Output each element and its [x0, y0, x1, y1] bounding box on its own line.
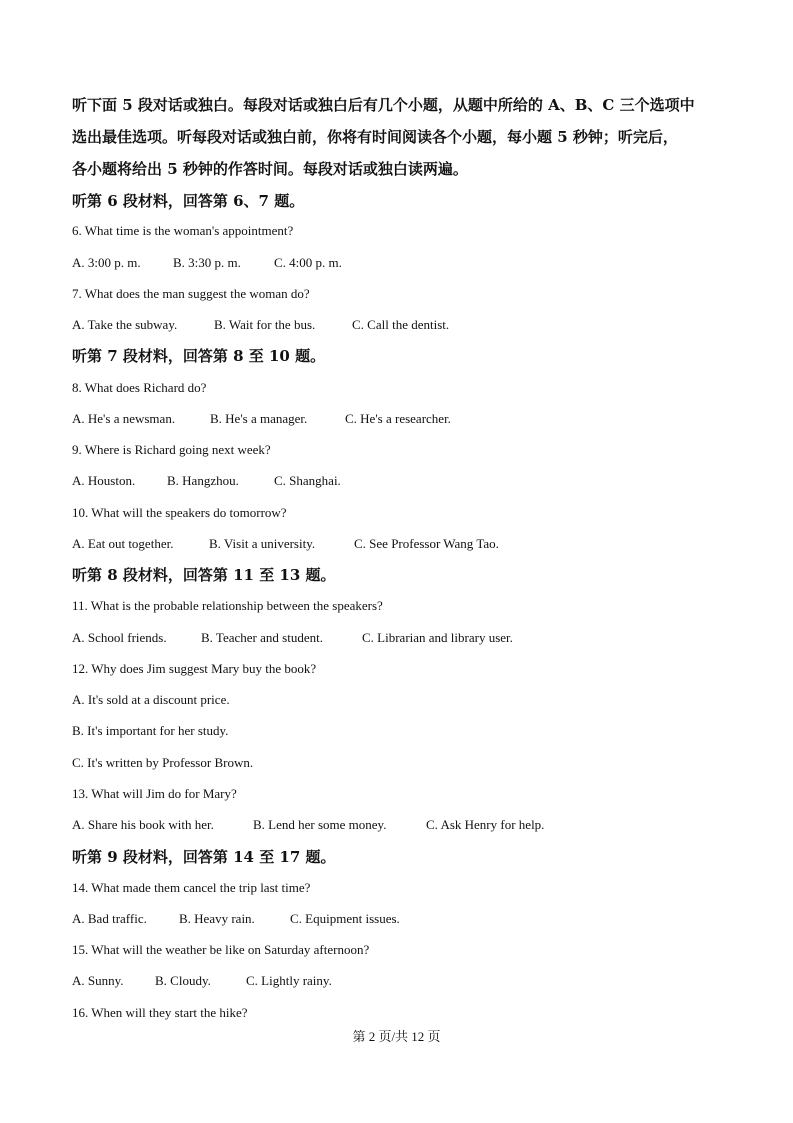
option-11c: C. Librarian and library user.	[362, 630, 513, 645]
options-13	[72, 817, 544, 833]
question-10: 10. What will the speakers do tomorrow?	[72, 505, 287, 520]
question-11: 11. What is the probable relationship between the speakers?	[72, 598, 383, 613]
option-14a: A. Bad traffic.	[72, 911, 147, 926]
option-15a: A. Sunny.	[72, 973, 124, 988]
instruction-line-3: 各小题将给出 5 秒钟的作答时间。每段对话或独白读两遍。	[72, 160, 468, 178]
options-15	[72, 973, 332, 989]
option-7c: C. Call the dentist.	[352, 317, 450, 332]
option-6b: B. 3:30 p. m.	[173, 255, 241, 270]
option-8a: A. He's a newsman.	[72, 411, 176, 426]
option-10a: A. Eat out together.	[72, 536, 174, 551]
option-12a: A. It's sold at a discount price.	[72, 692, 230, 707]
options-7	[72, 317, 449, 333]
option-9c: C. Shanghai.	[274, 473, 341, 488]
question-15: 15. What will the weather be like on Saturday afternoon?	[72, 942, 370, 957]
option-8b: B. He's a manager.	[210, 411, 308, 426]
option-11a: A. School friends.	[72, 630, 167, 645]
section-heading-7: 听第 7 段材料，回答第 8 至 10 题。	[72, 347, 326, 365]
question-14: 14. What made them cancel the trip last time?	[72, 880, 311, 895]
instruction-line-1: 听下面 5 段对话或独白。每段对话或独白后有几个小题，从题中所给的 A、B、C 三个选项中	[72, 96, 695, 114]
option-13c: C. Ask Henry for help.	[426, 817, 545, 832]
options-6	[72, 255, 342, 271]
option-6a: A. 3:00 p. m.	[72, 255, 141, 270]
question-9: 9. Where is Richard going next week?	[72, 442, 271, 457]
option-13a: A. Share his book with her.	[72, 817, 214, 832]
question-6: 6. What time is the woman's appointment?	[72, 223, 294, 238]
option-13b: B. Lend her some money.	[253, 817, 387, 832]
page-number: 第 2 页/共 12 页	[352, 1029, 441, 1044]
option-10c: C. See Professor Wang Tao.	[354, 536, 499, 551]
options-11	[72, 630, 513, 646]
question-8: 8. What does Richard do?	[72, 380, 207, 395]
question-16: 16. When will they start the hike?	[72, 1005, 248, 1020]
options-14	[72, 911, 400, 927]
option-11b: B. Teacher and student.	[201, 630, 323, 645]
option-9a: A. Houston.	[72, 473, 136, 488]
question-13: 13. What will Jim do for Mary?	[72, 786, 237, 801]
options-9	[72, 473, 341, 489]
option-8c: C. He's a researcher.	[345, 411, 451, 426]
option-14c: C. Equipment issues.	[290, 911, 400, 926]
section-heading-9: 听第 9 段材料，回答第 14 至 17 题。	[72, 848, 336, 866]
section-heading-8: 听第 8 段材料，回答第 11 至 13 题。	[72, 566, 336, 584]
option-12b: B. It's important for her study.	[72, 723, 229, 738]
option-15c: C. Lightly rainy.	[246, 973, 332, 988]
section-heading-6: 听第 6 段材料，回答第 6、7 题。	[72, 192, 305, 210]
option-7b: B. Wait for the bus.	[214, 317, 316, 332]
option-7a: A. Take the subway.	[72, 317, 178, 332]
option-14b: B. Heavy rain.	[179, 911, 255, 926]
listening-instructions	[72, 89, 732, 185]
options-10	[72, 536, 499, 552]
option-10b: B. Visit a university.	[209, 536, 316, 551]
option-6c: C. 4:00 p. m.	[274, 255, 342, 270]
option-15b: B. Cloudy.	[155, 973, 211, 988]
question-7: 7. What does the man suggest the woman do?	[72, 286, 310, 301]
instruction-line-2: 选出最佳选项。听每段对话或独白前，你将有时间阅读各个小题，每小题 5 秒钟；听完后，	[72, 128, 678, 146]
question-12: 12. Why does Jim suggest Mary buy the book?	[72, 661, 317, 676]
option-12c: C. It's written by Professor Brown.	[72, 755, 254, 770]
options-8	[72, 411, 451, 427]
option-9b: B. Hangzhou.	[167, 473, 239, 488]
